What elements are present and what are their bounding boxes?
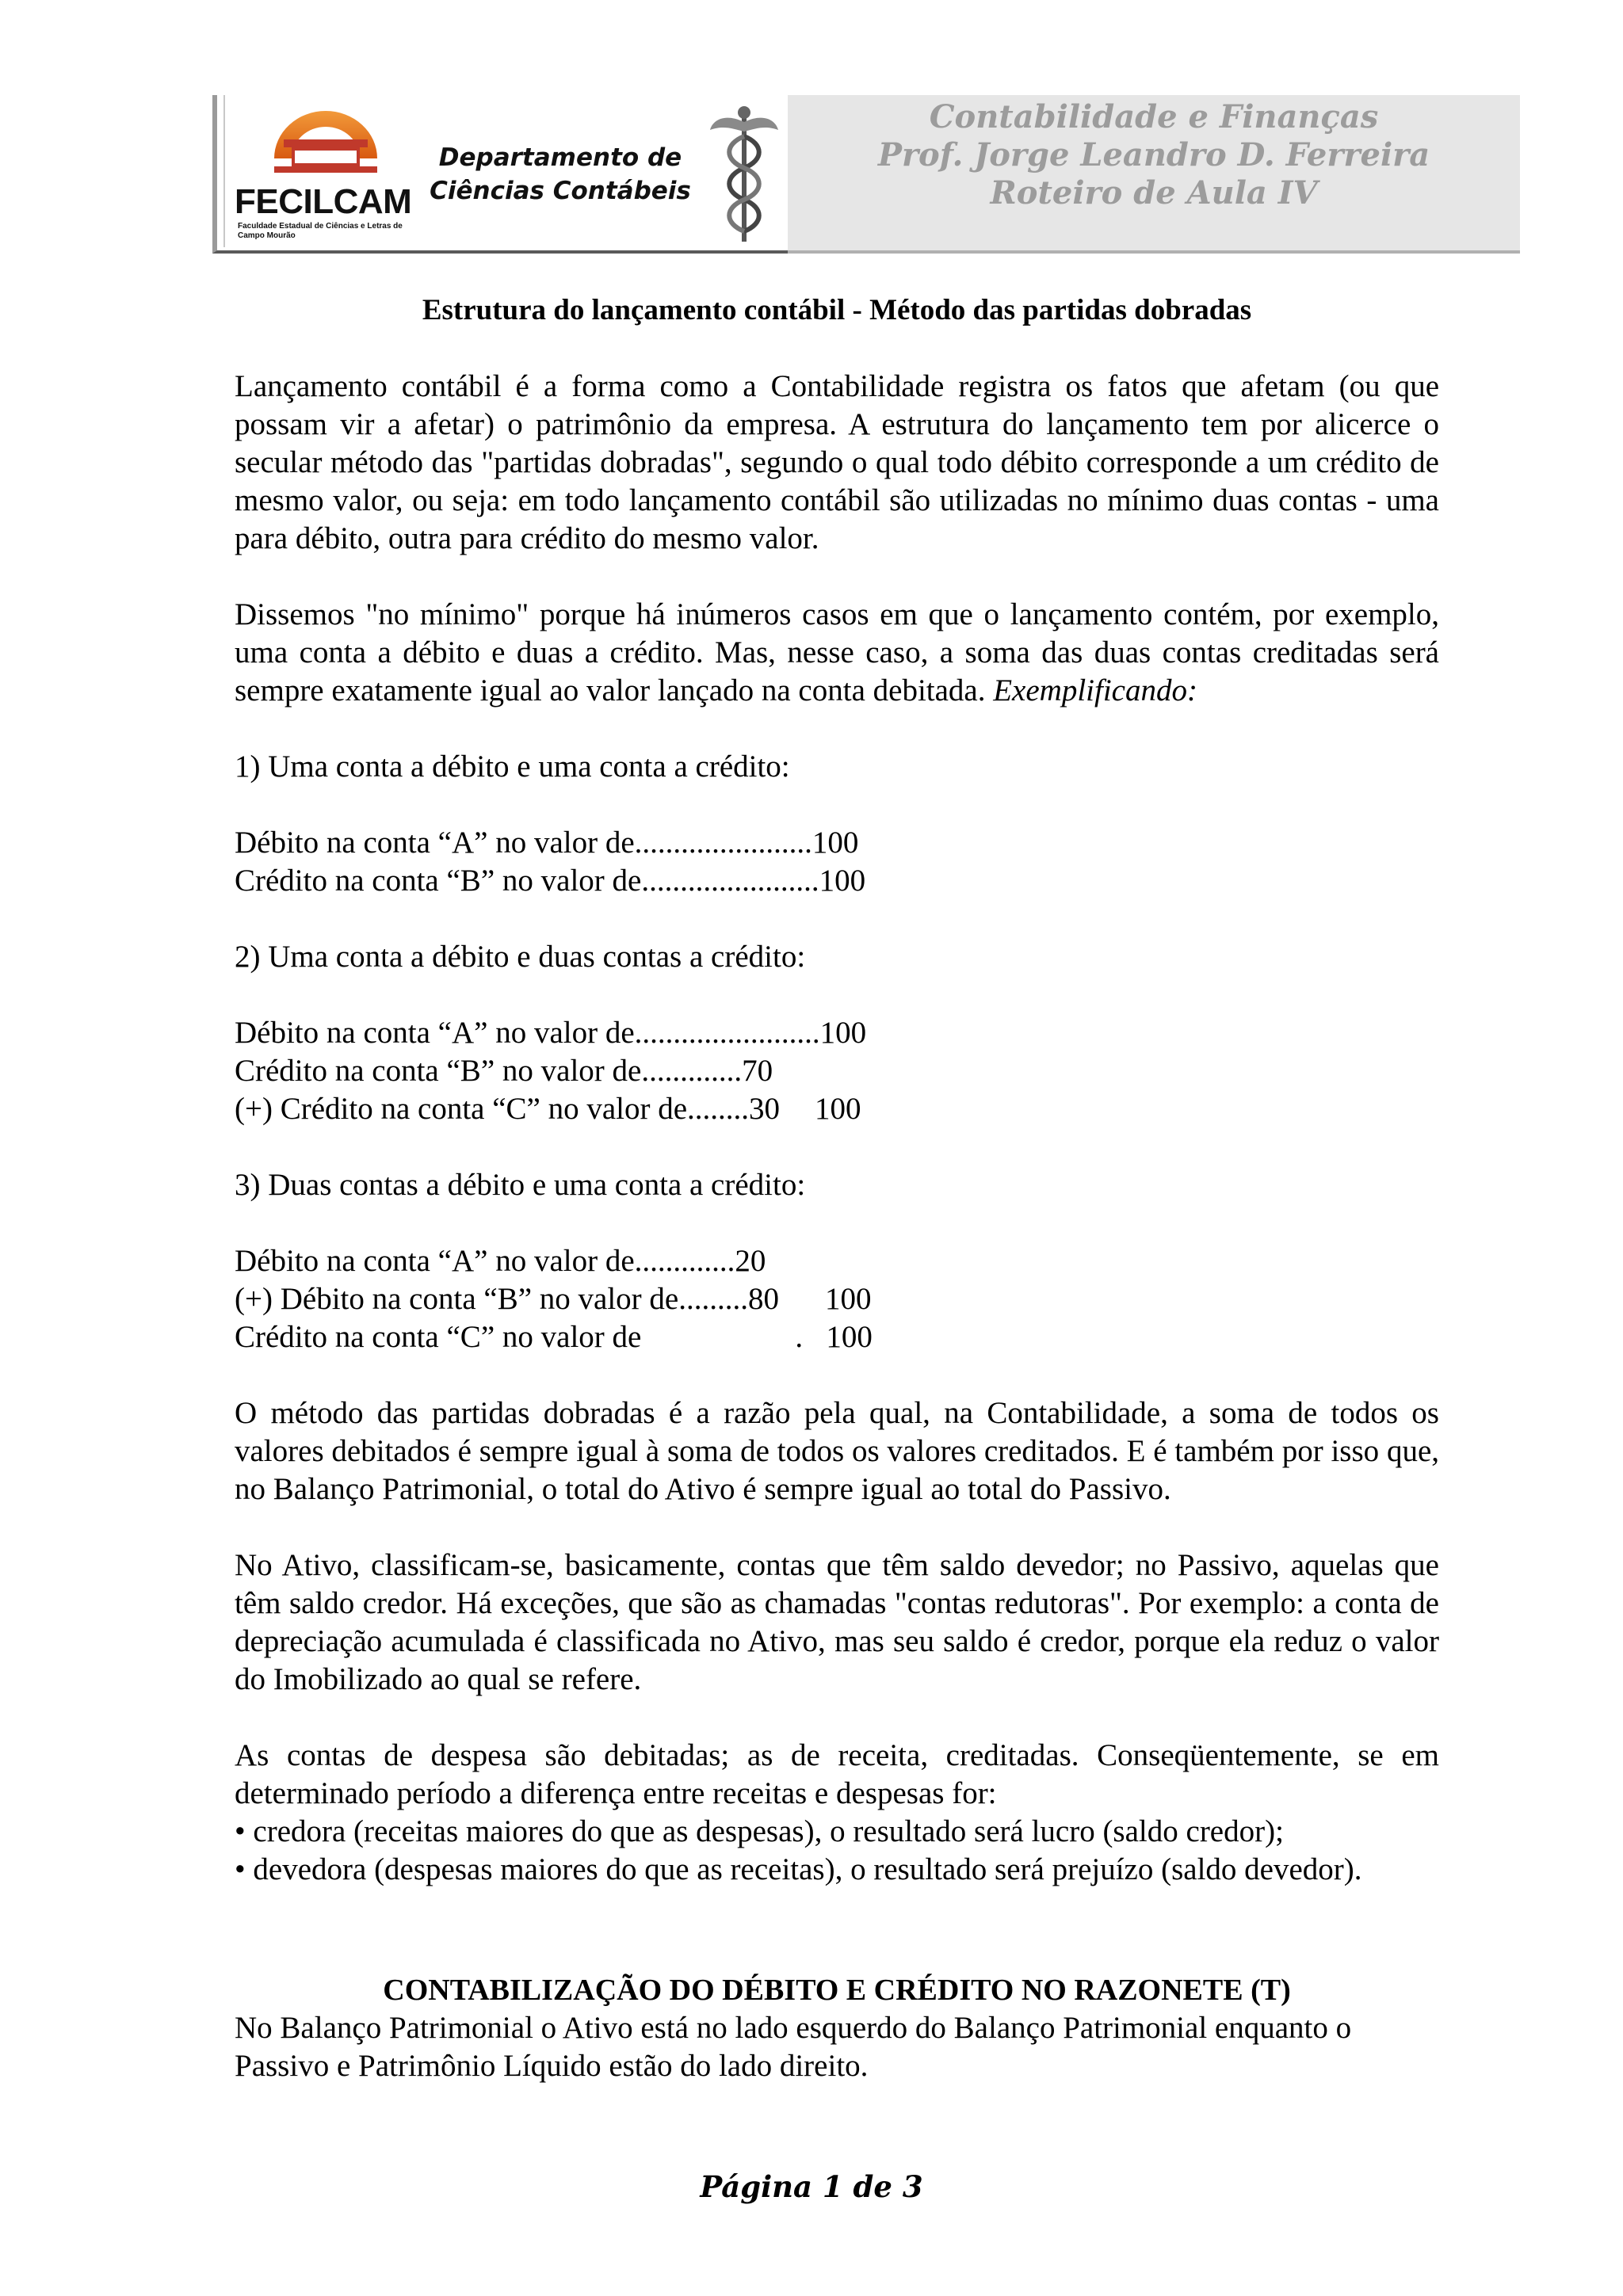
paragraph-1: Lançamento contábil é a forma como a Contabilidade registra os fatos que afetam (ou que possam vir a afetar) o patrimônio da empresa. A estrutura do lançamento tem por alicerce o secular método das "partidas dobradas", segundo o qual todo débito corresponde a um crédito de mesmo valor, ou seja: em todo lançamento contábil são utilizadas no mínimo duas contas - uma para débito, outra para crédito do mesmo valor. [235,369,1439,555]
example-row [235,824,1439,862]
example-row-label: (+) Crédito na conta “C” no valor de........30 [235,1092,781,1126]
example-3-title: 3) Duas contas a débito e uma conta a crédito: [235,1168,806,1202]
example-row-total: 100 [815,1092,861,1126]
example-1-title: 1) Uma conta a débito e uma conta a crédito: [235,749,790,784]
example-row [235,1014,1439,1052]
example-row [235,1242,1439,1280]
header-left-panel [212,95,792,254]
example-row-label: Crédito na conta “B” no valor de.......................100 [235,864,866,898]
example-row [235,1318,1439,1356]
example-row [235,1052,1439,1090]
department-line2: Ciências Contábeis [430,177,691,205]
example-row [235,862,1439,900]
example-row-label: (+) Débito na conta “B” no valor de.........80 [235,1282,779,1316]
paragraph-4: No Ativo, classificam-se, basicamente, contas que têm saldo devedor; no Passivo, aquelas que têm saldo credor. Há exceções, que são as chamadas "contas redutoras". Por exemplo: a conta de depreciação acumulada é classificada no Ativo, mas seu saldo é credor, porque ela reduz o valor do Imobilizado ao qual se refere. [235,1548,1439,1696]
example-2-title: 2) Uma conta a débito e duas contas a crédito: [235,940,806,974]
paragraph-2-italic: Exemplificando: [993,673,1197,707]
department-name [430,141,691,208]
paragraph-2 [235,596,1439,710]
caduceus-icon [708,105,780,243]
example-row-label: Débito na conta “A” no valor de........................100 [235,1016,867,1050]
example-row-total: . 100 [795,1320,873,1354]
example-row-label: Débito na conta “A” no valor de.............20 [235,1244,766,1278]
page-number: Página 1 de 3 [700,2169,923,2204]
example-1 [235,824,1439,900]
lesson-title: Roteiro de Aula IV [990,174,1318,212]
paragraph-2-text: Dissemos "no mínimo" porque há inúmeros casos em que o lançamento contém, por exemplo, uma conta a débito e duas a crédito. Mas, nesse caso, a soma das duas contas creditadas será sempre exatamente igual ao valor lançado na conta debitada. [235,597,1439,707]
example-row-label: Débito na conta “A” no valor de.......................100 [235,826,859,860]
bullet-item: • credora (receitas maiores do que as despesas), o resultado será lucro (saldo credor); [235,1814,1284,1848]
example-2 [235,1014,1439,1128]
example-3 [235,1242,1439,1356]
document-title: Estrutura do lançamento contábil - Método das partidas dobradas [422,294,1252,326]
logo-subtitle: Faculdade Estadual de Ciências e Letras de Campo Mourão [238,222,403,240]
example-row-label: Crédito na conta “C” no valor de [235,1320,642,1354]
example-row [235,1280,1439,1318]
document-body [235,292,1439,2085]
professor-name: Prof. Jorge Leandro D. Ferreira [877,136,1430,174]
fecilcam-logo [235,103,425,246]
department-line1: Departamento de [438,143,682,172]
bullet-item: • devedora (despesas maiores do que as receitas), o resultado será prejuízo (saldo devedor). [235,1852,1362,1886]
paragraph-5: As contas de despesa são debitadas; as de receita, creditadas. Conseqüentemente, se em determinado período a diferença entre receitas e despesas for: [235,1738,1439,1810]
logo-name: FECILCAM [235,182,412,221]
paragraph-3: O método das partidas dobradas é a razão pela qual, na Contabilidade, a soma de todos os valores debitados é sempre igual à soma de todos os valores creditados. E é também por isso que, no Balanço Patrimonial, o total do Ativo é sempre igual ao total do Passivo. [235,1396,1439,1506]
example-row-total: 100 [824,1282,872,1316]
paragraph-6: No Balanço Patrimonial o Ativo está no lado esquerdo do Balanço Patrimonial enquanto o Passivo e Patrimônio Líquido estão do lado direito. [235,2011,1352,2083]
example-row-label: Crédito na conta “B” no valor de.............70 [235,1054,773,1088]
section-title: CONTABILIZAÇÃO DO DÉBITO E CRÉDITO NO RAZONETE (T) [383,1974,1291,2007]
fecilcam-logo-icon [266,103,385,182]
example-row [235,1090,1439,1128]
course-name: Contabilidade e Finanças [929,98,1379,135]
page-header [212,95,1520,254]
header-right-panel [788,95,1520,254]
paragraph-5-block [235,1737,1439,1889]
